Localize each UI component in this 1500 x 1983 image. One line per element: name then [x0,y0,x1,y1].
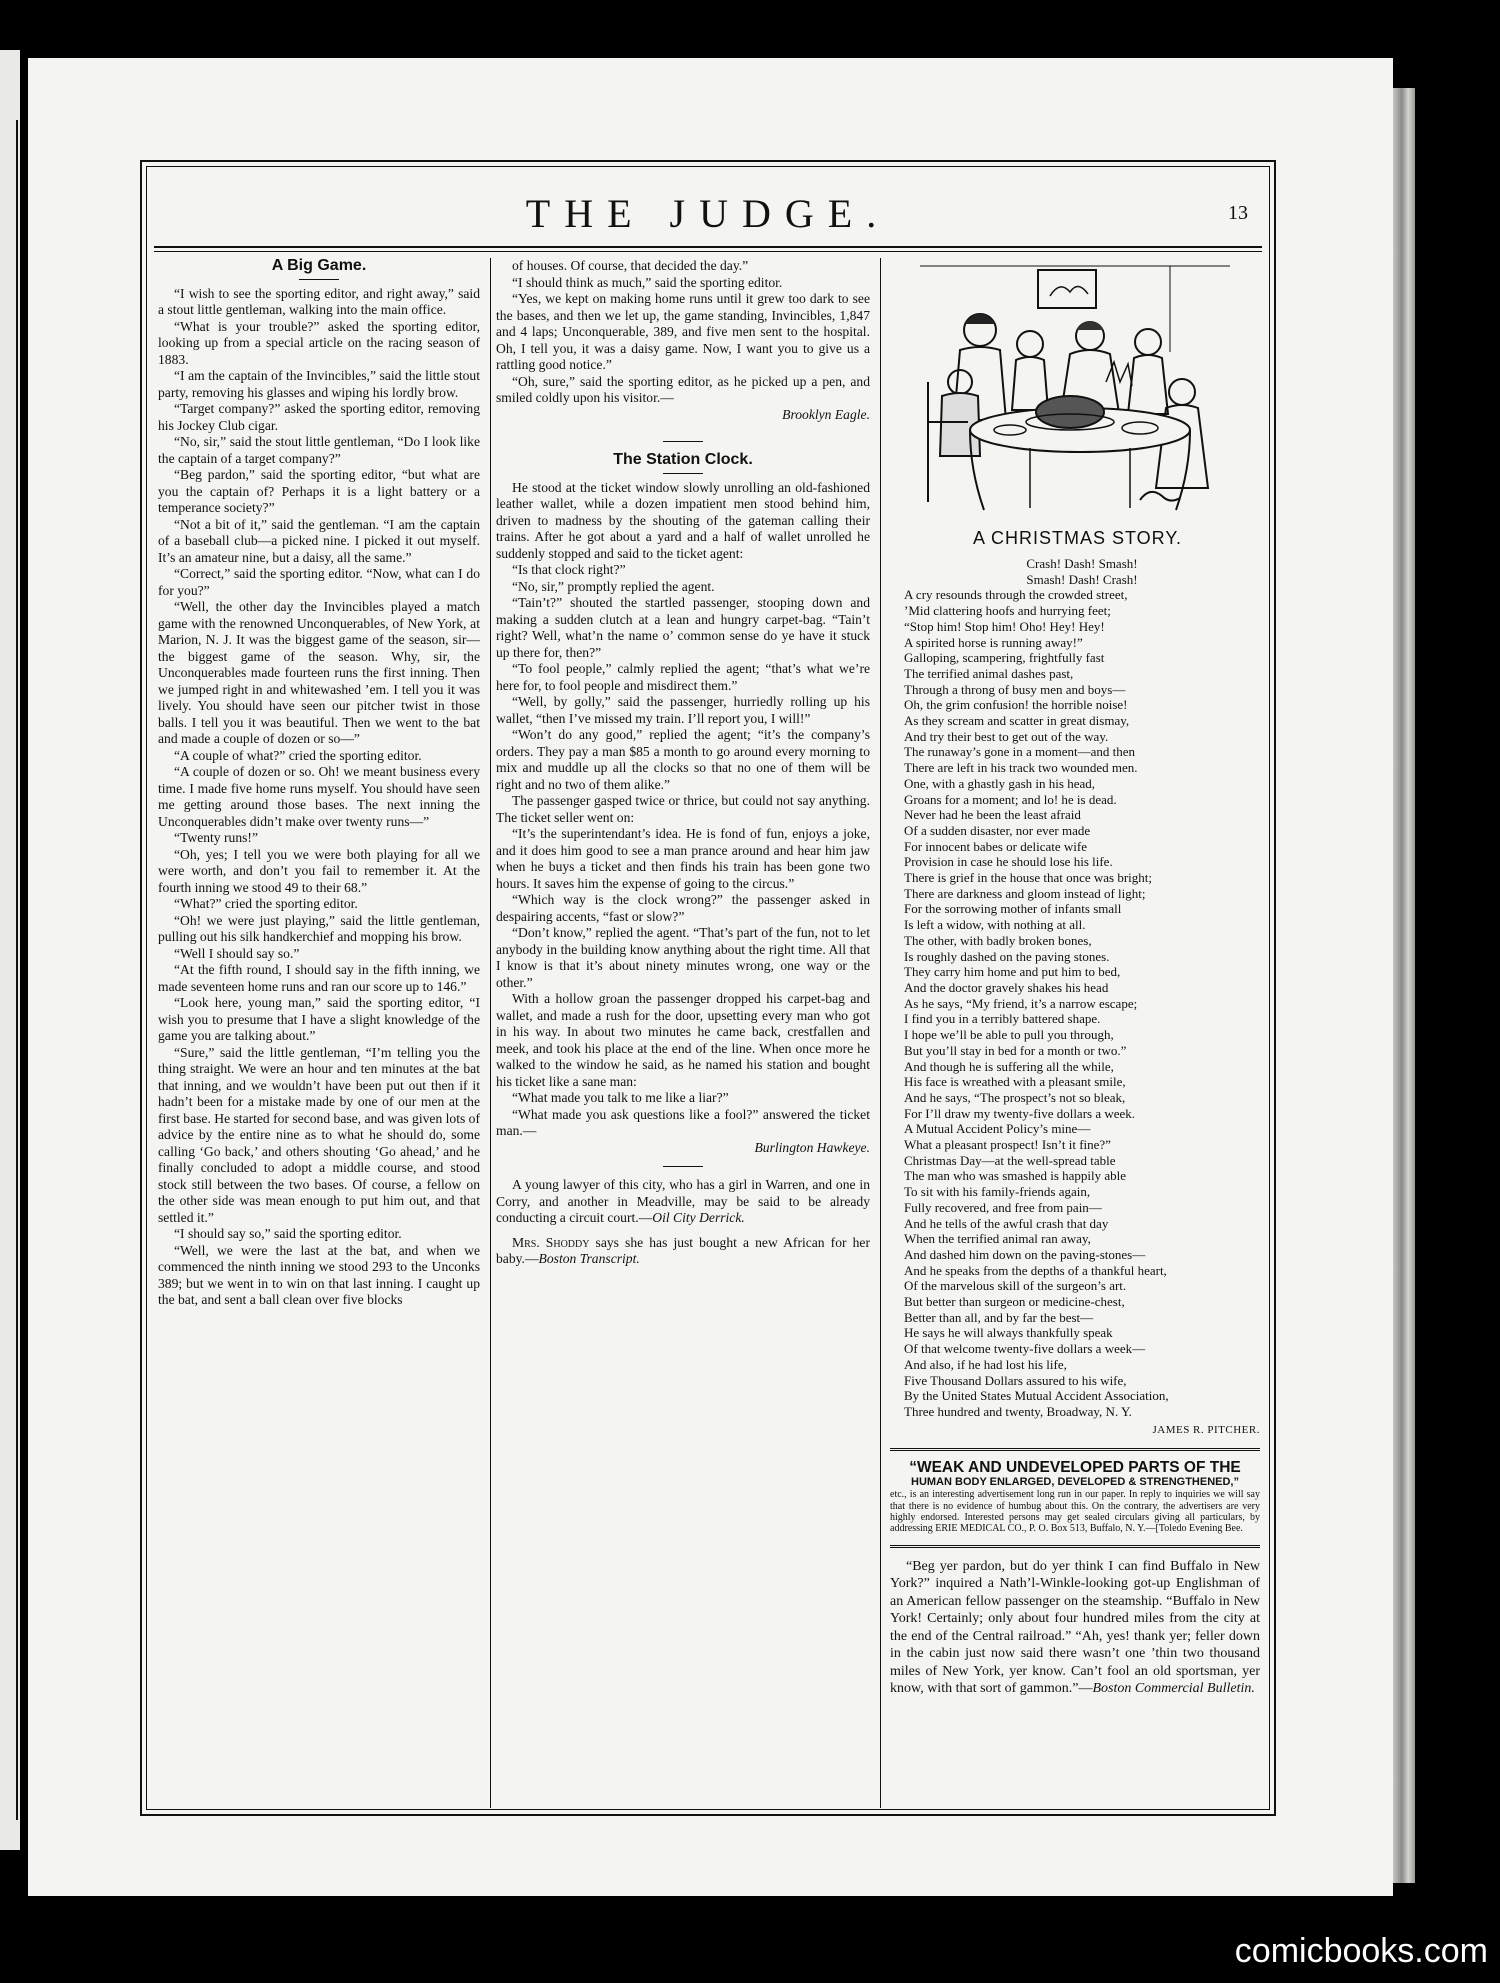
item-shoddy-text: says she has just bought a new African for her baby.— [496,1234,870,1266]
column-3 [890,556,1260,1806]
paragraph: “I wish to see the sporting editor, and right away,” said a stout little gentleman, walking into the main office. [158,285,480,317]
item-buffalo-text: “Beg yer pardon, but do yer think I can find Buffalo in New York?” inquired a Nath’l-Winkle-looking got-up Englishman of an American fellow passenger on the steamship. “Buffalo in New York! Certainly; only about four hundred miles from the city at the end of the Central railroad.” “Ah, yes! thank yer; feller down in the cabin just now said there wasn’t one ’thin two thousand miles of New York, yer know. Can’t fool an old sportsman, yer know, with that sort of gammon.”— [890,1558,1260,1697]
poem-line: As they scream and scatter in great dismay, [904,713,1130,729]
poem-line: Of a sudden disaster, nor ever made [904,822,1091,838]
paragraph: “I should say so,” said the sporting editor. [174,1226,402,1241]
poem-line: One, with a ghastly gash in his head, [904,775,1095,791]
paragraph: “Beg pardon,” said the sporting editor, “but what are you the captain of? Perhaps it is a light battery or a temperance society?” [158,467,480,515]
section-rule [663,1166,703,1167]
poem-line: Five Thousand Dollars assured to his wife, [904,1372,1127,1388]
paragraph: “Well, by golly,” said the passenger, hurriedly rolling up his wallet, “then I’ve missed my train. I’ll report you, I will!” [496,694,870,726]
paragraph: “At the fifth round, I should say in the fifth inning, we made seventeen home runs and ran our score up to 146.” [158,962,480,994]
poem-line: Groans for a moment; and lo! he is dead. [904,791,1117,807]
credit-brooklyn-eagle: Brooklyn Eagle. [782,406,870,422]
paragraph: “A couple of what?” cried the sporting editor. [174,747,422,763]
item-buffalo [890,1558,1260,1698]
poem-line: For the sorrowing mother of infants small [904,901,1122,917]
poem-line: As he says, “My friend, it’s a narrow escape; [904,995,1138,1011]
title-rule [299,279,339,280]
paragraph: “Oh! we were just playing,” said the little gentleman, pulling out his silk handkerchief and mopping his brow. [158,912,480,944]
page-number: 13 [1228,202,1248,224]
poem-line: Of the marvelous skill of the surgeon’s art. [904,1278,1127,1294]
christmas-dinner-illustration [920,262,1230,520]
paragraph: “Sure,” said the little gentleman, “I’m telling you the thing straight. We were an hour and ten minutes at the bat that inning, and we wouldn’t have been put out then if it hadn’t been for a mistake made by one of our men at the first base. He started for second base, and was given lots of advice by the entire nine as to what he should do, some calling ‘Go back,’ and others shouting ‘Go ahead,’ and he finally concluded to adopt a middle course, and stood stock still between the two bases. Of course, a fellow on the other side was mean enough to put him out, and that settled it.” [158,1044,480,1225]
paragraph: “Well, the other day the Invincibles played a match game with the renowned Unconquerables, of New York, at Marion, N. J. It was the biggest game of the season, sir—the biggest game of the season. Why, sir, the Unconquerables made fourteen runs the first inning. Then we jumped right in and whitewashed ’em. I tell you it was lively. You should have seen our pitcher twist in those balls. I tell you it was beautiful. Then we went to the bat and made a couple of dozen or so—” [158,599,480,746]
poem-line: To sit with his family-friends again, [904,1184,1091,1200]
paragraph: “Which way is the clock wrong?” the passenger asked in despairing accents, “fast or slow?” [496,892,870,924]
paragraph: “Well, we were the last at the bat, and when we commenced the ninth inning we stood 293 to the Unconks 389; but we went in to win on that last inning. I caught up the bat, and sent a ball clean over five blocks [158,1242,480,1307]
poem-line: ’Mid clattering hoofs and hurrying feet; [904,603,1111,619]
poem-line: A cry resounds through the crowded street, [904,587,1128,603]
article-continuation-big-game [496,258,870,407]
poem-line: I hope we’ll be able to pull you through, [904,1027,1114,1043]
paragraph: “What made you ask questions like a fool?” answered the ticket man.— [496,1106,870,1138]
column-1 [158,258,480,1806]
item-shoddy-lead: Mrs. Shoddy [512,1234,590,1250]
poem-line: Never had he been the least afraid [904,807,1081,823]
poem-line: Galloping, scampering, frightfully fast [904,650,1105,666]
poem-line: Through a throng of busy men and boys— [904,681,1126,697]
credit-oil-city-derrick: Oil City Derrick. [652,1210,745,1225]
poem-line: By the United States Mutual Accident Association, [904,1388,1169,1404]
section-rule [663,441,703,442]
paragraph: “No, sir,” promptly replied the agent. [512,578,715,594]
poem-author: JAMES R. PITCHER. [1152,1423,1260,1436]
paragraph: “To fool people,” calmly replied the agent; “that’s what we’re here for, to fool people and misdirect them.” [496,661,870,693]
poem-line: They carry him home and put him to bed, [904,964,1121,980]
paragraph: He stood at the ticket window slowly unrolling an old-fashioned leather wallet, while a dozen impatient men stood behind him, driven to madness by the shouting of the gateman calling their trains. After he got about a yard and a half of wallet unrolled he suddenly stopped and said to the ticket agent: [496,479,870,561]
ad-headline: “WEAK AND UNDEVELOPED PARTS OF THE [909,1459,1241,1477]
poem-line: His face is wreathed with a pleasant smile, [904,1074,1126,1090]
poem-line: “Stop him! Stop him! Oho! Hey! Hey! [904,618,1105,634]
ad-subhead: HUMAN BODY ENLARGED, DEVELOPED & STRENGTHENED,” [911,1476,1239,1489]
paragraph: “It’s the superintendant’s idea. He is fond of fun, enjoys a joke, and it does him good to see a man prance around and hear him jaw when he buys a ticket and then finds his train has been gone two hours. It saves him the expense of going to the circus.” [496,826,870,891]
poem-line: There are left in his track two wounded men. [904,760,1138,776]
poem-line: What a pleasant prospect! Isn’t it fine?” [904,1137,1111,1153]
item-lawyer-text: A young lawyer of this city, who has a girl in Warren, and one in Corry, and another in Meadville, may be said to be already conducting a circuit court.— [496,1177,870,1225]
poem-line: Christmas Day—at the well-spread table [904,1152,1116,1168]
paragraph: “What?” cried the sporting editor. [174,896,358,911]
poem-line: The other, with badly broken bones, [904,932,1092,948]
poem-line: A Mutual Accident Policy’s mine— [904,1121,1091,1137]
item-lawyer [496,1177,870,1227]
poem-line: The man who was smashed is happily able [904,1168,1127,1184]
poem-line: For innocent babes or delicate wife [904,838,1088,854]
paragraph: The passenger gasped twice or thrice, but could not say anything. The ticket seller went on: [496,793,870,825]
paragraph: “Oh, sure,” said the sporting editor, as he picked up a pen, and smiled coldly upon his visitor.— [496,373,870,405]
paragraph: “Is that clock right?” [512,562,626,577]
poem-line: And also, if he had lost his life, [904,1356,1067,1372]
paragraph: “A couple of dozen or so. Oh! we meant business every time. I made five home runs myself. You should have seen me getting around those bases. The next inning the Unconquerables didn’t make over twenty runs—” [158,764,480,829]
poem-line: Is roughly dashed on the paving stones. [904,948,1110,964]
poem-line: I find you in a terribly battered shape. [904,1011,1101,1027]
paragraph: “Well I should say so.” [174,945,300,961]
paragraph: “No, sir,” said the stout little gentleman, “Do I look like the captain of a target company?” [158,434,480,466]
poem-line: And try their best to get out of the way. [904,728,1109,744]
christmas-story-poem [890,556,1260,1420]
paragraph: With a hollow groan the passenger dropped his carpet-bag and wallet, and made a rush for the door, upsetting every man who got in his way. In about two minutes he came back, crestfallen and meek, and took his place at the end of the line. When once more he walked to the window he said, as he named his station and bought his ticket like a sane man: [496,991,870,1089]
poem-line: The runaway’s gone in a moment—and then [904,744,1136,760]
paragraph: “I should think as much,” said the sporting editor. [512,274,783,290]
poem-line: When the terrified animal ran away, [904,1231,1091,1247]
masthead-rule [154,246,1262,248]
poem-line: Crash! Dash! Smash! [1026,556,1138,571]
article-body-station-clock [496,480,870,1140]
paragraph: “Twenty runs!” [174,830,258,845]
ad-bottom-rule [890,1545,1260,1548]
title-rule [663,473,703,474]
poem-line: Smash! Dash! Crash! [1026,571,1138,587]
poem-line: And he says, “The prospect’s not so bleak, [904,1089,1126,1105]
poem-line: Oh, the grim confusion! the horrible noise! [904,697,1128,713]
credit-burlington-hawkeye: Burlington Hawkeye. [754,1139,870,1155]
ad-top-rule [890,1448,1260,1451]
column-divider-2 [880,258,881,1808]
column-divider-1 [490,258,491,1808]
poem-line: And dashed him down on the paving-stones— [904,1246,1146,1262]
paragraph: of houses. Of course, that decided the day.” [512,258,749,273]
ad-body: etc., is an interesting advertisement long run in our paper. In reply to inquiries we will say that there is no evidence of humbug about this. On the contrary, the advertisers are very highly endorsed. Interested persons may get sealed circulars giving all particulars, by addressing ERIE MEDICAL CO., P. O. Box 513, Buffalo, N. Y.—[Toledo Evening Bee. [890,1489,1260,1535]
poem-line: And the doctor gravely shakes his head [904,979,1109,995]
article-body-big-game [158,286,480,1309]
paragraph: “Not a bit of it,” said the gentleman. “I am the captain of a baseball club—a picked nine. I picked it out myself. It’s an amateur nine, but a daisy, all the same.” [158,516,480,565]
christmas-story-title: A CHRISTMAS STORY. [972,528,1183,548]
paragraph: “Don’t know,” replied the agent. “That’s part of the fun, not to let anybody in the building know anything about the right time. All that I know is that it’s about ninety minutes wrong, one way or the other.” [496,925,870,990]
paragraph: “Target company?” asked the sporting editor, removing his Jockey Club cigar. [158,401,480,433]
poem-line: There are darkness and gloom instead of light; [904,885,1146,901]
paragraph: “Look here, young man,” said the sporting editor, “I wish you to presume that I have a slight knowledge of the game you are talking about.” [158,995,480,1043]
credit-boston-transcript: Boston Transcript. [538,1251,640,1266]
poem-line: Three hundred and twenty, Broadway, N. Y. [904,1403,1132,1419]
poem-line: For I’ll draw my twenty-five dollars a week. [904,1105,1136,1121]
adjacent-page-rule [0,120,18,1820]
poem-line: The terrified animal dashes past, [904,665,1074,681]
item-shoddy [496,1235,870,1268]
paragraph: “Won’t do any good,” replied the agent; “it’s the company’s orders. They pay a man $85 a month to go around every morning to mix and muddle up all the clocks so that no one of them will be right and no two of them alike.” [496,727,870,792]
masthead-title: THE JUDGE. [525,191,891,236]
poem-line: Better than all, and by far the best— [904,1309,1094,1325]
paragraph: “What made you talk to me like a liar?” [512,1090,729,1105]
credit-boston-commercial-bulletin: Boston Commercial Bulletin. [1092,1681,1255,1697]
masthead-rule-thin [154,251,1262,252]
poem-line: He says he will always thankfully speak [904,1325,1113,1341]
poem-line: And though he is suffering all the while, [904,1058,1114,1074]
paragraph: “Oh, yes; I tell you we were both playing for all we were worth, and don’t you fail to remember it. At the fourth inning we stood 49 to their 68.” [158,846,480,895]
poem-line: There is grief in the house that once was bright; [904,870,1153,886]
watermark: comicbooks.com [1234,1932,1488,1970]
page-stack-edge [1393,88,1415,1883]
paragraph: “Yes, we kept on making home runs until it grew too dark to see the bases, and then we let up, the game standing, Invincibles, 1,847 and 4 laps; Unconquerable, 389, and five men sent to the hospital. Oh, I tell you, it was a daisy game. Now, I want you to give us a rattling good notice.” [496,291,870,372]
poem-line: But better than surgeon or medicine-chest, [904,1294,1125,1310]
poem-line: And he speaks from the depths of a thankful heart, [904,1262,1167,1278]
paragraph: “Tain’t?” shouted the startled passenger, stooping down and making a sudden clutch at a lean and hungry carpet-bag. “Tain’t right? Well, what’n the name o’ common sense do ye have it stuck up there for, then?” [496,595,870,660]
poem-line: But you’ll stay in bed for a month or two.” [904,1042,1127,1058]
poem-line: Is left a widow, with nothing at all. [904,917,1086,933]
article-title-big-game: A Big Game. [271,258,367,274]
poem-line: A spirited horse is running away!” [904,634,1083,650]
poem-line: Provision in case he should lose his life. [904,854,1113,870]
article-title-station-clock: The Station Clock. [613,451,753,468]
poem-line: And he tells of the awful crash that day [904,1215,1109,1231]
column-2 [496,258,870,1806]
paragraph: “Correct,” said the sporting editor. “Now, what can I do for you?” [158,566,480,598]
paragraph: “What is your trouble?” asked the sporting editor, looking up from a special article on the racing season of 1883. [158,318,480,367]
paragraph: “I am the captain of the Invincibles,” said the little stout party, removing his glasses and wiping his lordly brow. [158,368,480,400]
poem-line: Of that welcome twenty-five dollars a week— [904,1341,1146,1357]
poem-line: Fully recovered, and free from pain— [904,1199,1102,1215]
